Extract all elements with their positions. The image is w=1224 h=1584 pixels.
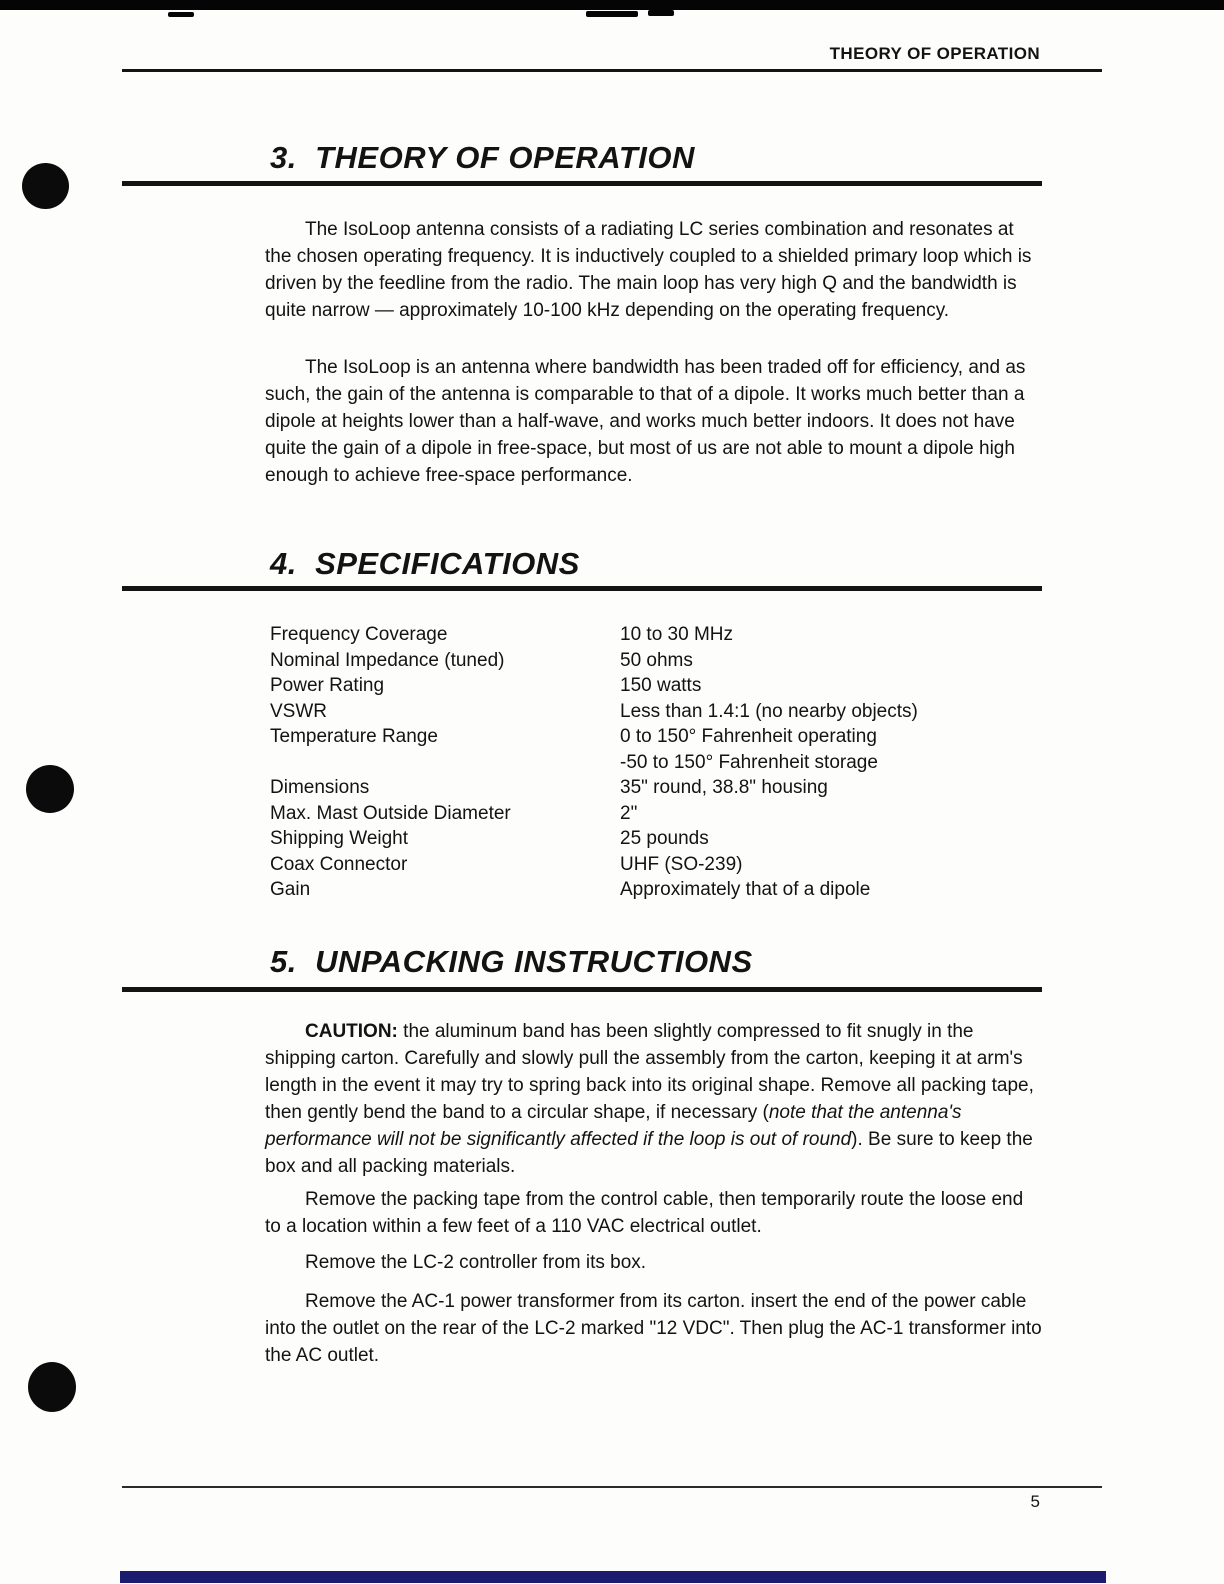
caution-label: CAUTION: [305, 1021, 398, 1042]
section-5-rule [122, 987, 1042, 992]
paragraph: Remove the AC-1 power transformer from its carton. insert the end of the power cable into the outlet on the rear of the LC-2 marked "12 VDC". Then plug the AC-1 transformer into the AC outlet. [265, 1291, 1042, 1366]
spec-label: Coax Connector [270, 853, 408, 875]
scan-artifact-bottom-bar [120, 1571, 1106, 1583]
paragraph: The IsoLoop is an antenna where bandwidth has been traded off for efficiency, and as such, the gain of the antenna is comparable to that of a dipole. It works much better than a dipole at heights lower than a half-wave, and works much better indoors. It does not have quite the gain of a dipole in free-space, but most of us are not able to mount a dipole high enough to achieve free-space performance. [265, 357, 1026, 486]
spec-value: 35" round, 38.8" housing [620, 777, 828, 798]
section-3-heading: 3. THEORY OF OPERATION [270, 140, 695, 175]
spec-label [270, 750, 620, 776]
spec-value: 0 to 150° Fahrenheit operating [620, 726, 877, 747]
spec-label: Shipping Weight [270, 828, 409, 849]
paragraph-caution [265, 1018, 1043, 1180]
spec-row [270, 775, 1050, 801]
spec-value: 50 ohms [620, 649, 693, 671]
spec-row [270, 852, 1050, 878]
spec-label: Power Rating [270, 675, 385, 696]
scan-artifact-top-bar [0, 0, 1224, 10]
spec-label: Max. Mast Outside Diameter [270, 802, 511, 824]
spec-label: Nominal Impedance (tuned) [270, 649, 505, 671]
scan-artifact-dash [648, 10, 674, 16]
scan-artifact-dash [586, 11, 638, 17]
spec-row [270, 801, 1050, 827]
scan-artifact-dash [168, 12, 194, 17]
spec-label: Frequency Coverage [270, 624, 448, 645]
spec-label: Gain [270, 879, 311, 900]
spec-value: 150 watts [620, 675, 702, 696]
paragraph: Remove the LC-2 controller from its box. [305, 1252, 647, 1273]
punch-hole [26, 765, 74, 813]
running-header: THEORY OF OPERATION [829, 44, 1040, 63]
spec-row [270, 673, 1050, 699]
caution-text-end: ). Be sure to keep the box and all packing materials. [265, 1129, 1033, 1177]
spec-row [270, 648, 1050, 674]
section-5-heading: 5. UNPACKING INSTRUCTIONS [270, 944, 753, 979]
caution-text: the aluminum band has been slightly compressed to fit snugly in the shipping carton. Carefully and slowly pull the assembly from the carton, keeping it at arm's length in the event it may try to spring back into its original shape. Remove all packing tape, then gently bend the band to a circular shape, if necessary ( [265, 1021, 1034, 1123]
paragraph: The IsoLoop antenna consists of a radiating LC series combination and resonates at the chosen operating frequency. It is inductively coupled to a shielded primary loop which is driven by the feedline from the radio. The main loop has very high Q and the bandwidth is quite narrow — approximately 10-100 kHz depending on the operating frequency. [265, 219, 1032, 321]
section-4-rule [122, 586, 1042, 591]
spec-row [270, 699, 1050, 725]
page-number: 5 [1030, 1492, 1040, 1511]
spec-value: 2" [620, 802, 638, 824]
spec-label: Dimensions [270, 777, 370, 798]
spec-row [270, 826, 1050, 852]
spec-value: 25 pounds [620, 828, 709, 849]
section-3-rule [122, 181, 1042, 186]
spec-value: Approximately that of a dipole [620, 879, 871, 900]
spec-row [270, 724, 1050, 750]
punch-hole [28, 1362, 76, 1412]
paragraph: Remove the packing tape from the control cable, then temporarily route the loose end to a location within a few feet of a 110 VAC electrical outlet. [265, 1189, 1024, 1237]
spec-value: UHF (SO-239) [620, 853, 743, 875]
header-rule [122, 69, 1102, 72]
section-4-heading: 4. SPECIFICATIONS [270, 546, 580, 581]
footer-rule [122, 1486, 1102, 1488]
specifications-table [270, 622, 1050, 903]
caution-italic-note: note that the antenna's performance will not be significantly affected if the loop is out of round [265, 1102, 962, 1150]
spec-label: VSWR [270, 700, 327, 722]
spec-label: Temperature Range [270, 726, 438, 747]
spec-row [270, 750, 1050, 776]
spec-value: -50 to 150° Fahrenheit storage [620, 751, 878, 773]
spec-row [270, 622, 1050, 648]
punch-hole [22, 163, 69, 209]
spec-row [270, 877, 1050, 903]
spec-value: Less than 1.4:1 (no nearby objects) [620, 700, 918, 722]
spec-value: 10 to 30 MHz [620, 624, 733, 645]
